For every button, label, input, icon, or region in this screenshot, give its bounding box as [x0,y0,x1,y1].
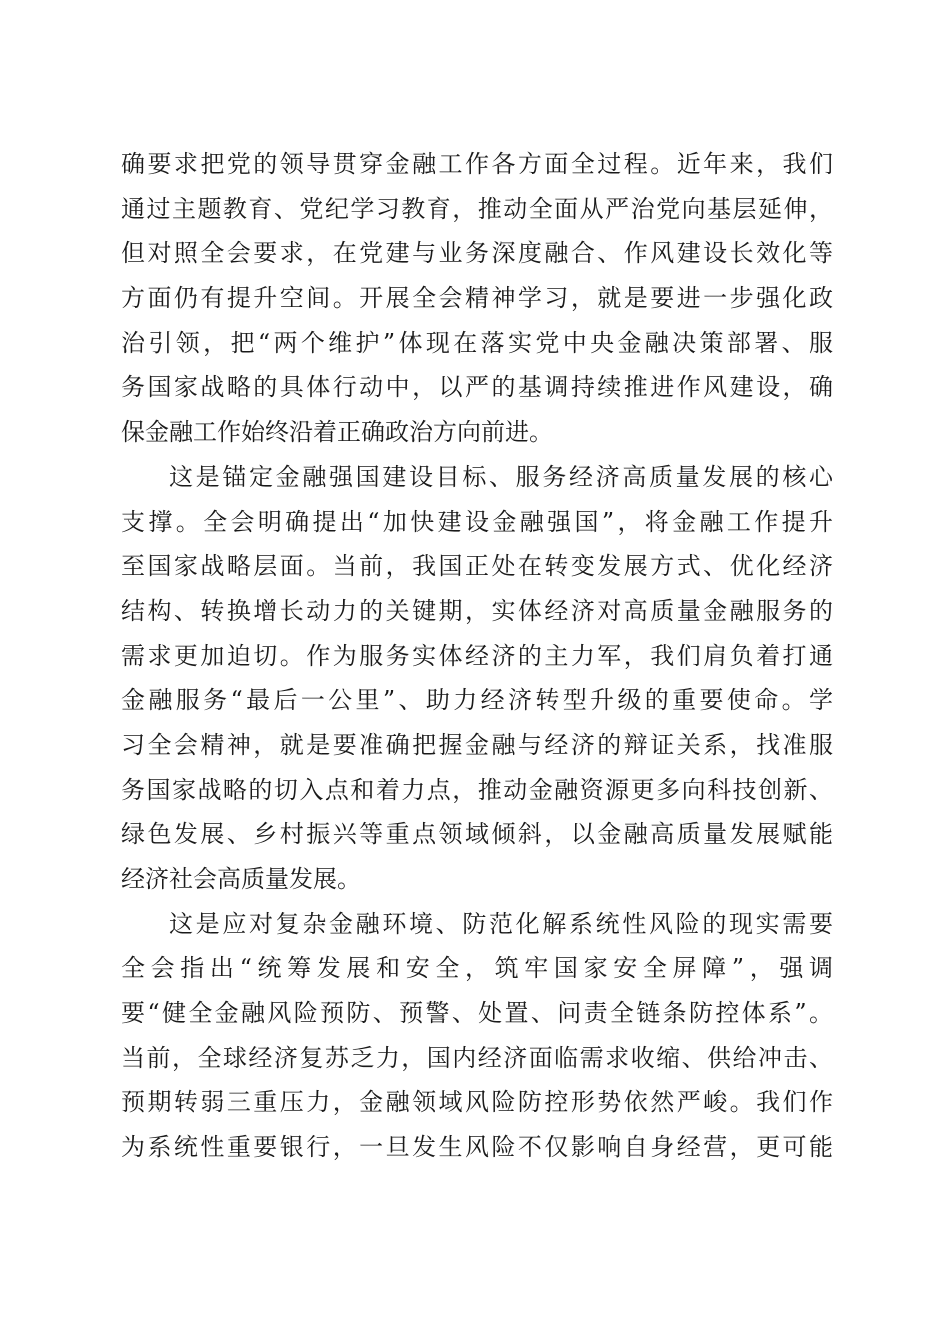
text-line: 要“健全金融风险预防、预警、处置、问责全链条防控体系”。 [121,999,833,1028]
text-line: 但对照全会要求，在党建与业务深度融合、作风建设长效化等 [121,239,833,268]
text-line: 经济社会高质量发展。 [121,865,361,893]
text-line: 保金融工作始终沿着正确政治方向前进。 [121,418,553,447]
text-line: 支撑。全会明确提出“加快建设金融强国”，将金融工作提升 [121,507,833,536]
text-line: 需求更加迫切。作为服务实体经济的主力军，我们肩负着打通 [121,641,833,670]
text-line: 预期转弱三重压力，金融领域风险防控形势依然严峻。我们作 [121,1088,833,1117]
document-body [121,142,833,1170]
text-line: 绿色发展、乡村振兴等重点领域倾斜，以金融高质量发展赋能 [121,820,833,849]
paragraph-first-line: 这是应对复杂金融环境、防范化解系统性风险的现实需要 [169,909,833,938]
text-line: 至国家战略层面。当前，我国正处在转变发展方式、优化经济 [121,552,833,581]
text-line: 务国家战略的具体行动中，以严的基调持续推进作风建设，确 [121,373,833,402]
text-line: 结构、转换增长动力的关键期，实体经济对高质量金融服务的 [121,596,833,625]
paragraph-first-line: 这是锚定金融强国建设目标、服务经济高质量发展的核心 [169,462,833,491]
text-line: 务国家战略的切入点和着力点，推动金融资源更多向科技创新、 [121,775,833,804]
text-line: 全会指出“统筹发展和安全，筑牢国家安全屏障”，强调 [121,954,833,983]
text-line: 治引领，把“两个维护”体现在落实党中央金融决策部署、服 [121,328,833,357]
text-line: 方面仍有提升空间。开展全会精神学习，就是要进一步强化政 [121,284,833,313]
text-line: 金融服务“最后一公里”、助力经济转型升级的重要使命。学 [121,686,833,715]
text-line: 通过主题教育、党纪学习教育，推动全面从严治党向基层延伸， [121,194,833,223]
text-line: 确要求把党的领导贯穿金融工作各方面全过程。近年来，我们 [121,150,833,178]
text-line: 为系统性重要银行，一旦发生风险不仅影响自身经营，更可能 [121,1133,833,1162]
text-line: 习全会精神，就是要准确把握金融与经济的辩证关系，找准服 [121,730,833,759]
text-line: 当前，全球经济复苏乏力，国内经济面临需求收缩、供给冲击、 [121,1043,833,1072]
